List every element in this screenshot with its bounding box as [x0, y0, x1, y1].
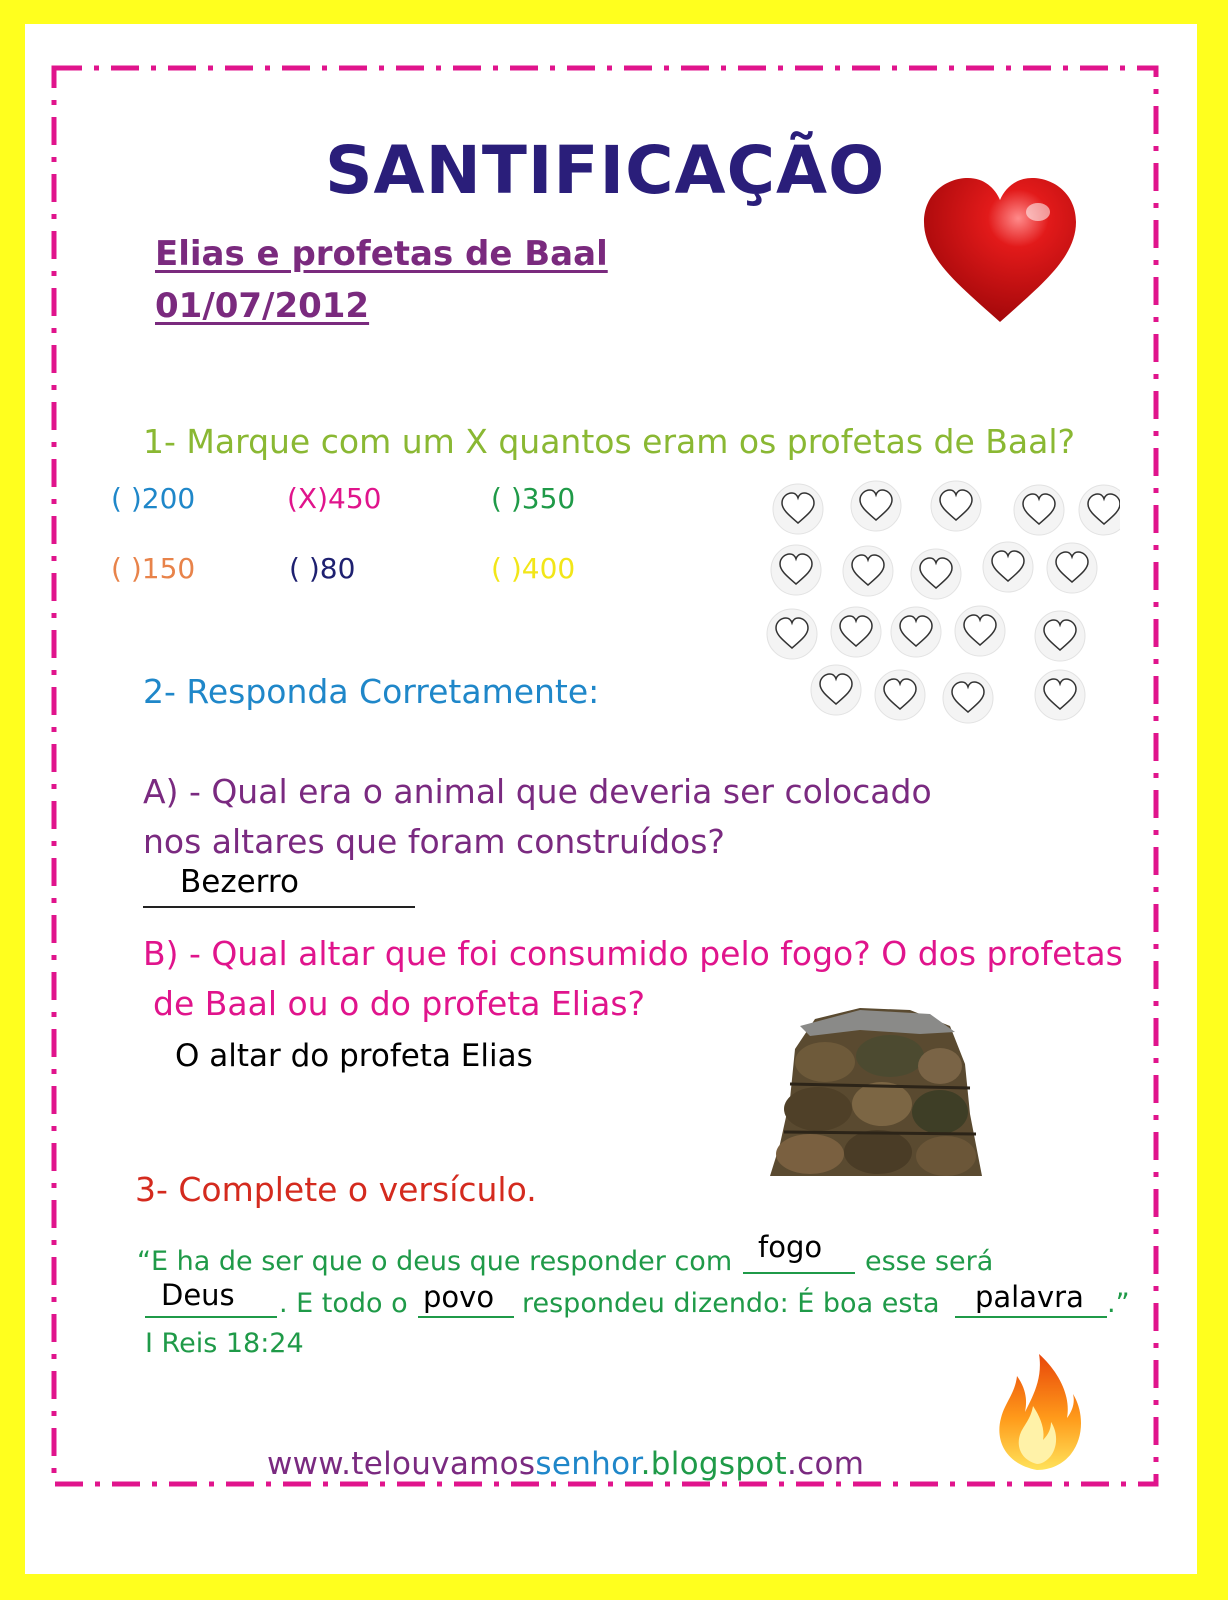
option-value: 400: [521, 552, 576, 585]
fire-icon: [987, 1352, 1087, 1472]
verse-blank-fogo[interactable]: fogo: [758, 1230, 823, 1264]
website-part4: .com: [787, 1446, 865, 1482]
verse-part4: respondeu dizendo: É boa esta: [522, 1288, 940, 1319]
option-450: [287, 482, 381, 515]
option-checkbox[interactable]: ( ): [491, 552, 522, 585]
option-checkbox-checked[interactable]: (X): [287, 482, 329, 515]
option-350: [491, 482, 575, 515]
website-part1: www.telouvamos: [267, 1446, 536, 1482]
verse-blank4-underline: [955, 1316, 1107, 1318]
option-150: [111, 552, 195, 585]
answer-2b[interactable]: O altar do profeta Elias: [175, 1038, 533, 1074]
option-value: 80: [319, 552, 356, 585]
verse-reference: I Reis 18:24: [145, 1328, 304, 1359]
option-value: 350: [521, 482, 576, 515]
question-2b-line1: B) - Qual altar que foi consumido pelo fogo? O dos profetas: [143, 934, 1123, 973]
option-80: [289, 552, 355, 585]
verse-blank-deus[interactable]: Deus: [161, 1278, 235, 1312]
option-value: 200: [141, 482, 196, 515]
option-checkbox[interactable]: ( ): [111, 552, 142, 585]
verse-blank-povo[interactable]: povo: [423, 1280, 495, 1314]
answer-2a-underline: [143, 906, 415, 908]
question-2a-line2: nos altares que foram construídos?: [143, 822, 725, 861]
stone-altar-image: [770, 1004, 985, 1179]
lesson-subtitle: Elias e profetas de Baal: [155, 234, 608, 274]
option-value: 450: [328, 482, 382, 515]
option-value: 150: [141, 552, 196, 585]
verse-blank-palavra[interactable]: palavra: [975, 1280, 1084, 1314]
verse-part5: .”: [1107, 1288, 1130, 1319]
worksheet-paper: [25, 24, 1197, 1574]
verse-blank2-underline: [145, 1316, 277, 1318]
verse-part3: . E todo o: [279, 1288, 408, 1319]
website-url[interactable]: [267, 1446, 864, 1482]
option-checkbox[interactable]: ( ): [491, 482, 522, 515]
website-part3: .blogspot: [640, 1446, 788, 1482]
verse-blank1-underline: [743, 1272, 855, 1274]
page-title: SANTIFICAÇÃO: [325, 132, 886, 209]
option-400: [491, 552, 575, 585]
website-part2: senhor: [535, 1446, 641, 1482]
question-3-heading: 3- Complete o versículo.: [135, 1170, 537, 1209]
answer-2a[interactable]: Bezerro: [180, 864, 299, 900]
question-2b-line2: de Baal ou o do profeta Elias?: [153, 984, 646, 1023]
verse-part1: “E ha de ser que o deus que responder com: [137, 1246, 733, 1277]
verse-part2: esse será: [865, 1246, 994, 1277]
red-heart-icon: [920, 174, 1080, 324]
option-200: [111, 482, 195, 515]
lesson-date: 01/07/2012: [155, 286, 370, 326]
option-checkbox[interactable]: ( ): [111, 482, 142, 515]
verse-blank3-underline: [418, 1316, 514, 1318]
question-2-heading: 2- Responda Corretamente:: [143, 672, 600, 711]
small-hearts-cluster: [740, 454, 1120, 724]
question-2a-line1: A) - Qual era o animal que deveria ser colocado: [143, 772, 932, 811]
option-checkbox[interactable]: ( ): [289, 552, 320, 585]
question-1: 1- Marque com um X quantos eram os profetas de Baal?: [143, 422, 1076, 461]
